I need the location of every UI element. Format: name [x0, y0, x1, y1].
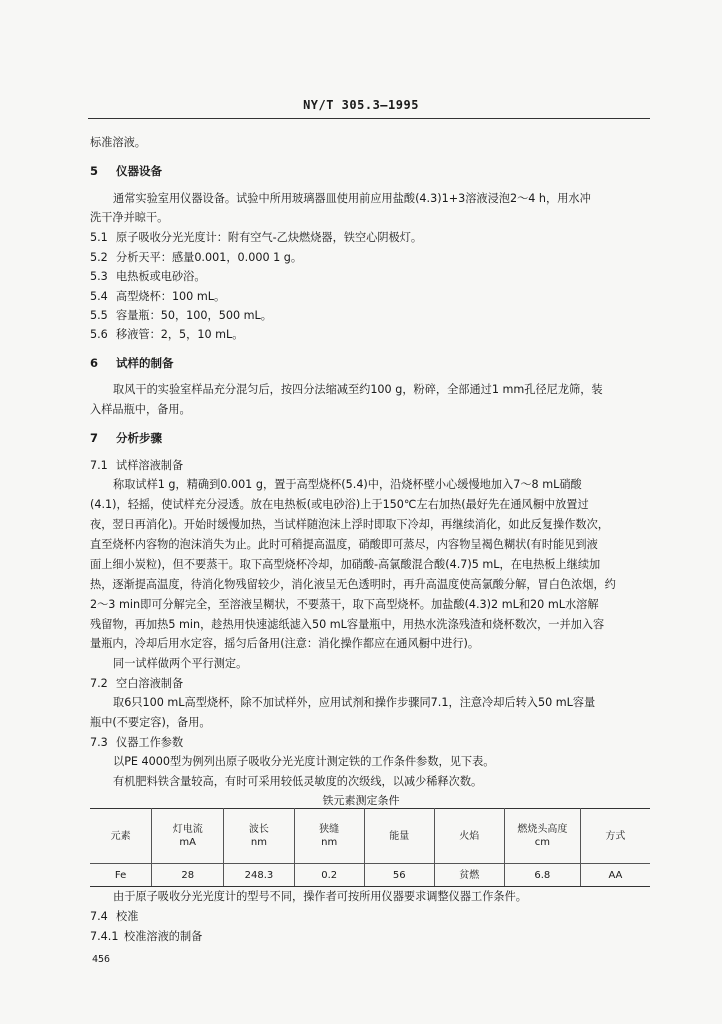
- table-row: [90, 864, 650, 887]
- section-7-1-heading: 7.1 试样溶液制备: [90, 459, 184, 472]
- continued-text: 标准溶液。: [90, 136, 146, 149]
- col-header-element: 元素: [90, 809, 152, 864]
- col-header-flame: 火焰: [434, 809, 504, 864]
- s71-line-6: 热，逐渐提高温度，待消化物残留较少，消化液呈无色透明时，再升高温度使高氯酸分解，冒白色浓烟，约: [90, 578, 616, 591]
- cell-slit: 0.2: [294, 864, 364, 887]
- col-header-mode: 方式: [580, 809, 650, 864]
- header-rule: [88, 118, 650, 119]
- after-table-note: 由于原子吸收分光光度计的型号不同，操作者可按所用仪器要求调整仪器工作条件。: [113, 890, 527, 903]
- cell-wavelength: 248.3: [224, 864, 294, 887]
- s73-line-1: 以PE 4000型为例列出原子吸收分光光度计测定铁的工作条件参数，见下表。: [113, 755, 495, 768]
- s71-line-1: 称取试样1 g，精确到0.001 g，置于高型烧杯(5.4)中，沿烧杯壁小心缓慢地加入7～8 mL硝酸: [113, 478, 582, 491]
- cell-mode: AA: [580, 864, 650, 887]
- s71-line-4: 直至烧杯内容物的泡沫消失为止。此时可稍提高温度，硝酸即可蒸尽，内容物呈褐色糊状(有时能见到液: [90, 538, 598, 551]
- col-header-wavelength: 波长 nm: [224, 809, 294, 864]
- item-5-3: 5.3 电热板或电砂浴。: [90, 270, 206, 283]
- item-5-2: 5.2 分析天平：感量0.001，0.000 1 g。: [90, 251, 303, 264]
- iron-conditions-table: [90, 808, 650, 887]
- item-5-5: 5.5 容量瓶：50，100，500 mL。: [90, 309, 272, 322]
- cell-flame: 贫燃: [434, 864, 504, 887]
- cell-burner-height: 6.8: [504, 864, 580, 887]
- item-5-6: 5.6 移液管：2，5，10 mL。: [90, 328, 244, 341]
- s71-line-8: 残留物，再加热5 min，趁热用快速滤纸滤入50 mL容量瓶中，用热水洗涤残渣和烧杯数次，一并加入容: [90, 618, 605, 631]
- col-header-slit: 狭缝 nm: [294, 809, 364, 864]
- section-7-3-heading: 7.3 仪器工作参数: [90, 736, 184, 749]
- col-header-energy: 能量: [364, 809, 434, 864]
- section-7-4-1-heading: 7.4.1 校准溶液的制备: [90, 930, 203, 943]
- col-header-text: 灯电流 mA: [172, 824, 203, 848]
- s72-line-2: 瓶中(不要定容)，备用。: [90, 716, 211, 729]
- item-5-1: 5.1 原子吸收分光光度计：附有空气-乙炔燃烧器，铁空心阴极灯。: [90, 231, 423, 244]
- section-7-2-heading: 7.2 空白溶液制备: [90, 677, 184, 690]
- col-header-lamp-current: [152, 809, 224, 864]
- section-5-paragraph-line1: 通常实验室用仪器设备。试验中所用玻璃器皿使用前应用盐酸(4.3)1+3溶液浸泡2～4 h，用水冲: [113, 192, 591, 205]
- section-5-heading: 5 仪器设备: [90, 164, 162, 178]
- section-6-paragraph-line1: 取风干的实验室样品充分混匀后，按四分法缩减至约100 g，粉碎，全部通过1 mm孔径尼龙筛，装: [113, 383, 603, 396]
- section-6-heading: 6 试样的制备: [90, 356, 174, 370]
- section-6-paragraph-line2: 入样品瓶中，备用。: [90, 403, 191, 416]
- s71-parallel-note: 同一试样做两个平行测定。: [113, 657, 248, 670]
- section-5-paragraph-line2: 洗干净并晾干。: [90, 211, 169, 224]
- page-number: 456: [92, 954, 111, 965]
- s71-line-7: 2～3 min即可分解完全，至溶液呈糊状，不要蒸干，取下高型烧杯。加盐酸(4.3)2 mL和20 mL水溶解: [90, 598, 599, 611]
- s71-line-9: 量瓶内，冷却后用水定容，摇匀后备用(注意：消化操作都应在通风橱中进行)。: [90, 637, 480, 650]
- item-5-4: 5.4 高型烧杯：100 mL。: [90, 290, 226, 303]
- page-header: NY/T 305.3—1995: [303, 98, 419, 112]
- s71-line-3: 夜，翌日再消化)。开始时缓慢加热，当试样随泡沫上浮时即取下冷却，再继续消化，如此反复操作数次，: [90, 518, 609, 531]
- section-7-heading: 7 分析步骤: [90, 431, 162, 445]
- table-title: 铁元素测定条件: [322, 794, 400, 807]
- cell-energy: 56: [364, 864, 434, 887]
- col-header-burner-height: 燃烧头高度 cm: [504, 809, 580, 864]
- cell-lamp-current: 28: [152, 864, 224, 887]
- s73-line-2: 有机肥料铁含量较高，有时可采用较低灵敏度的次级线，以减少稀释次数。: [113, 775, 483, 788]
- cell-element: Fe: [90, 864, 152, 887]
- section-7-4-heading: 7.4 校准: [90, 910, 139, 923]
- s71-line-5: 面上细小炭粒)，但不要蒸干。取下高型烧杯冷却，加硝酸-高氯酸混合酸(4.7)5 mL，在电热板上继续加: [90, 558, 601, 571]
- s71-line-2: (4.1)，轻摇，使试样充分浸透。放在电热板(或电砂浴)上于150℃左右加热(最好先在通风橱中放置过: [90, 498, 589, 511]
- s72-line-1: 取6只100 mL高型烧杯，除不加试样外，应用试剂和操作步骤同7.1，注意冷却后转入50 mL容量: [113, 696, 596, 709]
